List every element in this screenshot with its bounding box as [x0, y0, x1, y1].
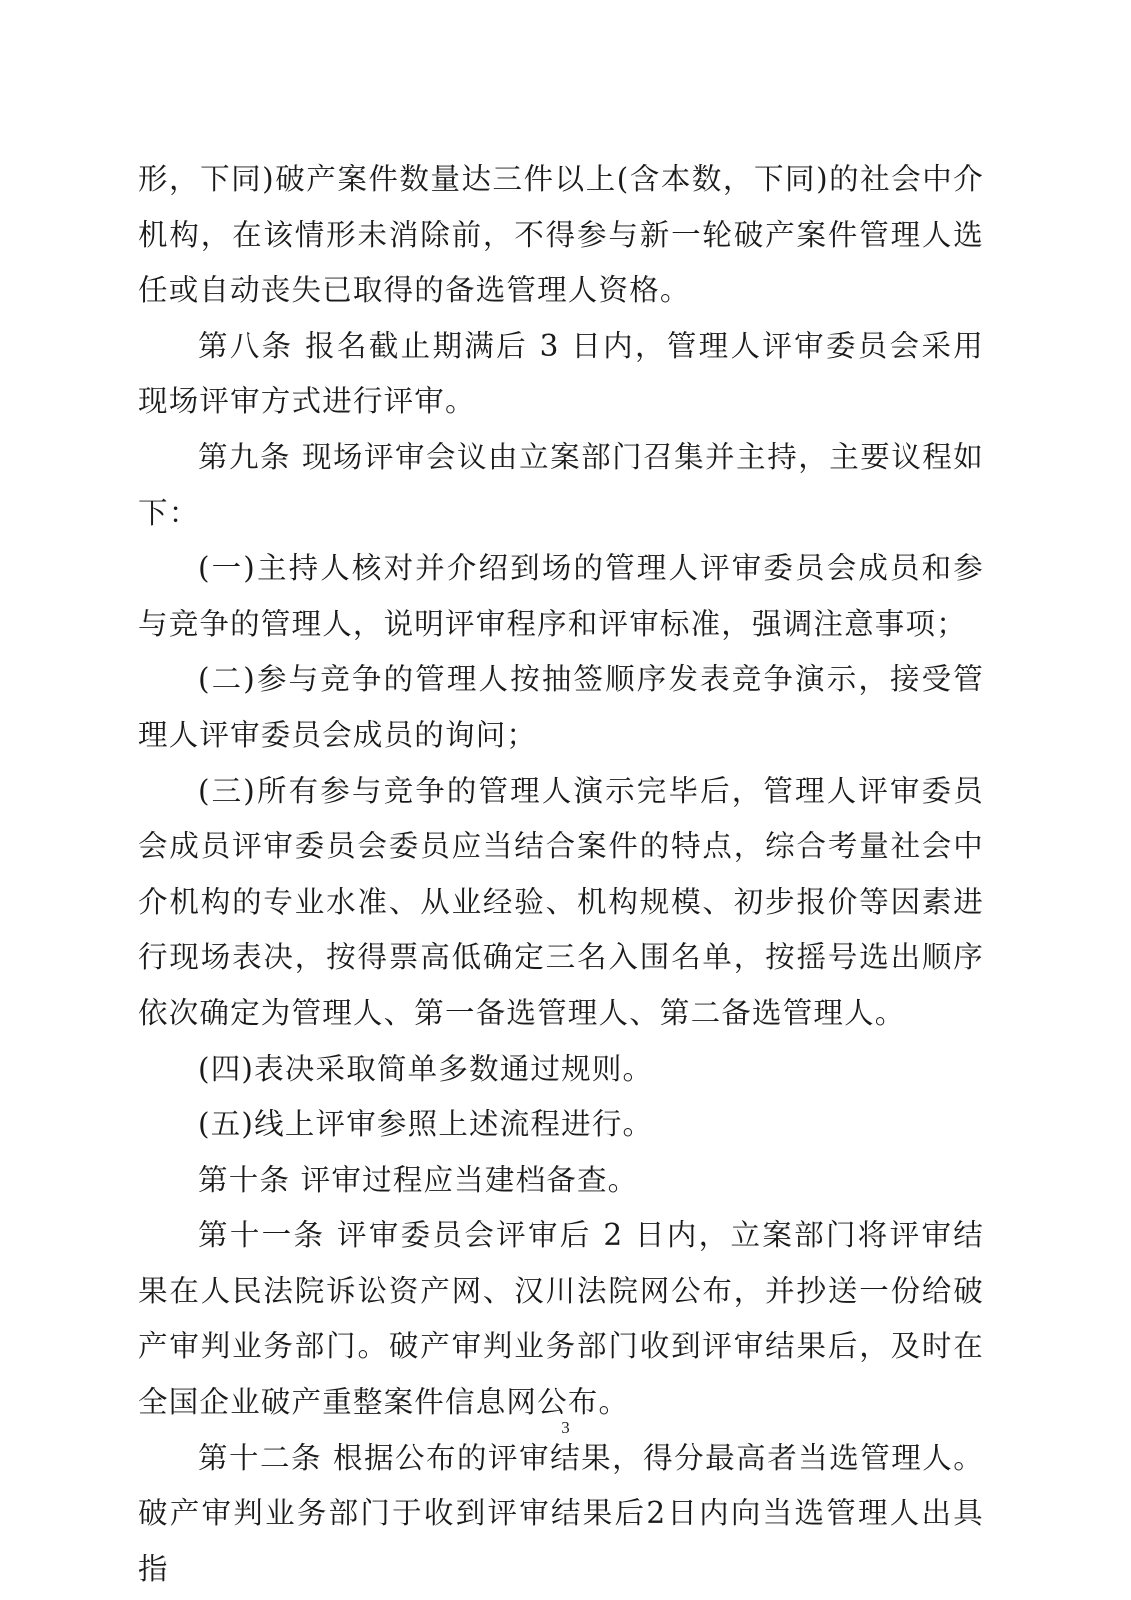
document-body: [138, 152, 984, 1597]
article-12: 第十二条 根据公布的评审结果，得分最高者当选管理人。破产审判业务部门于收到评审结果后2日内向当选管理人出具指: [138, 1440, 984, 1586]
page-number: 3: [561, 1418, 570, 1437]
article-10: 第十条 评审过程应当建档备查。: [198, 1162, 639, 1197]
paragraph-continuation: 形，下同)破产案件数量达三件以上(含本数，下同)的社会中介机构，在该情形未消除前，不得参与新一轮破产案件管理人选任或自动丧失已取得的备选管理人资格。: [138, 162, 984, 308]
article-11: 第十一条 评审委员会评审后 2 日内，立案部门将评审结果在人民法院诉讼资产网、汉川法院网公布，并抄送一份给破产审判业务部门。破产审判业务部门收到评审结果后，及时在全国企业破产重整案件信息网公布。: [138, 1218, 984, 1420]
article-8: 第八条 报名截止期满后 3 日内，管理人评审委员会采用现场评审方式进行评审。: [138, 328, 984, 419]
article-9-item-5: (五)线上评审参照上述流程进行。: [198, 1107, 654, 1142]
article-9-item-2: (二)参与竞争的管理人按抽签顺序发表竞争演示，接受管理人评审委员会成员的询问；: [138, 662, 984, 752]
article-9-item-3: (三)所有参与竞争的管理人演示完毕后，管理人评审委员会成员评审委员会委员应当结合案件的特点，综合考量社会中介机构的专业水准、从业经验、机构规模、初步报价等因素进行现场表决，按得票高低确定三名入围名单，按摇号选出顺序依次确定为管理人、第一备选管理人、第二备选管理人。: [138, 773, 984, 1030]
article-9-item-4: (四)表决采取简单多数通过规则。: [198, 1051, 654, 1086]
article-9-item-1: (一)主持人核对并介绍到场的管理人评审委员会成员和参与竞争的管理人，说明评审程序和评审标准，强调注意事项；: [138, 551, 984, 641]
article-9: 第九条 现场评审会议由立案部门召集并主持，主要议程如下：: [138, 439, 984, 530]
